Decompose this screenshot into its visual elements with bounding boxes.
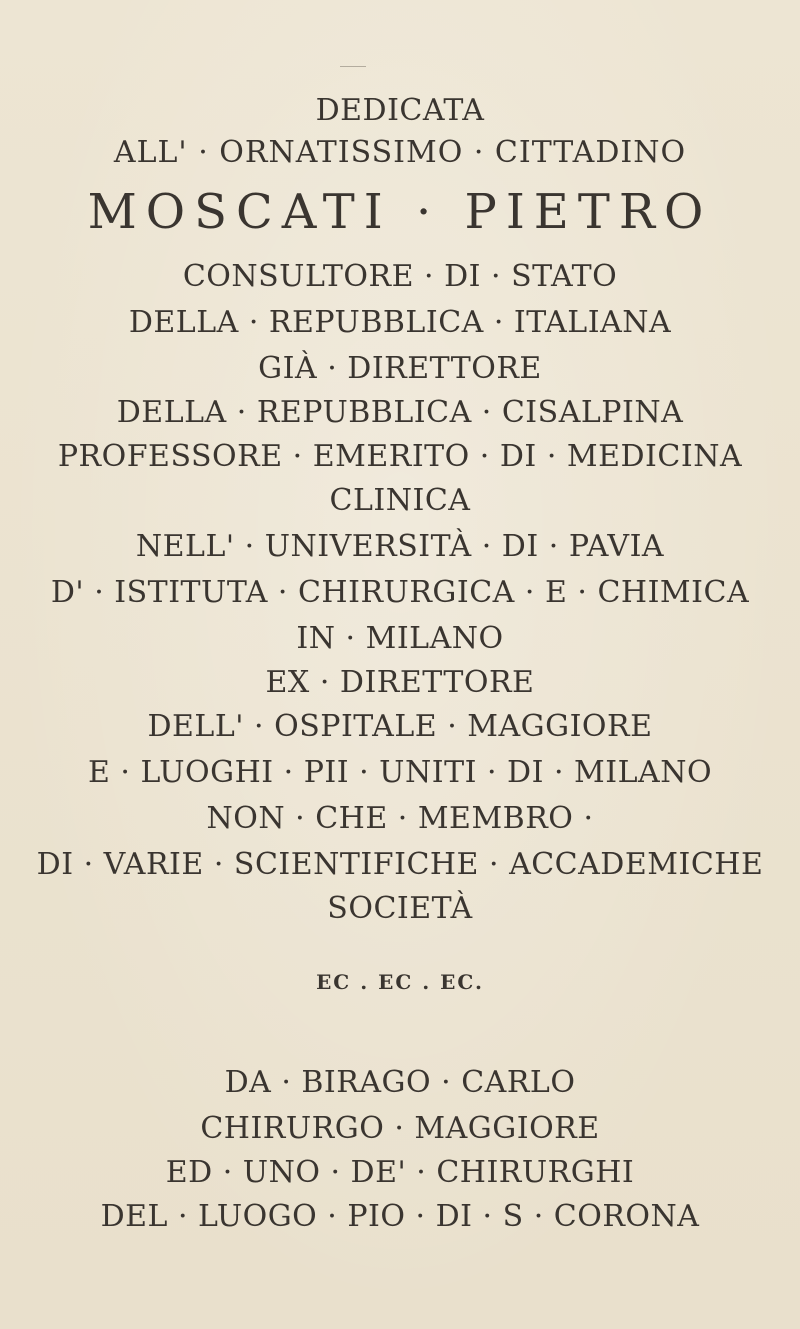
author-line: DEL · LUOGO · PIO · DI · S · CORONA bbox=[100, 1199, 700, 1234]
dedication-line: E · LUOGHI · PII · UNITI · DI · MILANO bbox=[87, 755, 713, 790]
dedication-line: CLINICA bbox=[329, 483, 471, 518]
dedication-line: NON · CHE · MEMBRO · bbox=[206, 801, 594, 836]
author-name: DA · BIRAGO · CARLO bbox=[224, 1065, 576, 1100]
printer-mark bbox=[340, 66, 366, 67]
author-line: ED · UNO · DE' · CHIRURGHI bbox=[165, 1155, 635, 1190]
dedication-line: IN · MILANO bbox=[296, 621, 504, 656]
dedication-heading: DEDICATA bbox=[315, 93, 485, 128]
dedication-line: NELL' · UNIVERSITÀ · DI · PAVIA bbox=[135, 529, 665, 564]
dedication-line: GIÀ · DIRETTORE bbox=[258, 351, 542, 386]
dedication-line: ALL' · ORNATISSIMO · CITTADINO bbox=[113, 135, 687, 170]
dedication-line: DI · VARIE · SCIENTIFICHE · ACCADEMICHE bbox=[36, 847, 764, 882]
dedicatee-name: MOSCATI · PIETRO bbox=[87, 184, 713, 240]
etcetera-line: EC . EC . EC. bbox=[316, 970, 484, 994]
dedication-line: CONSULTORE · DI · STATO bbox=[182, 259, 618, 294]
dedication-line: PROFESSORE · EMERITO · DI · MEDICINA bbox=[57, 439, 743, 474]
dedication-line: DELLA · REPUBBLICA · ITALIANA bbox=[128, 305, 672, 340]
author-line: CHIRURGO · MAGGIORE bbox=[200, 1111, 600, 1146]
dedication-line: DELL' · OSPITALE · MAGGIORE bbox=[147, 709, 653, 744]
dedication-line: EX · DIRETTORE bbox=[265, 665, 535, 700]
dedication-line: DELLA · REPUBBLICA · CISALPINA bbox=[116, 395, 684, 430]
dedication-line: SOCIETÀ bbox=[327, 891, 473, 926]
dedication-line: D' · ISTITUTA · CHIRURGICA · E · CHIMICA bbox=[50, 575, 750, 610]
